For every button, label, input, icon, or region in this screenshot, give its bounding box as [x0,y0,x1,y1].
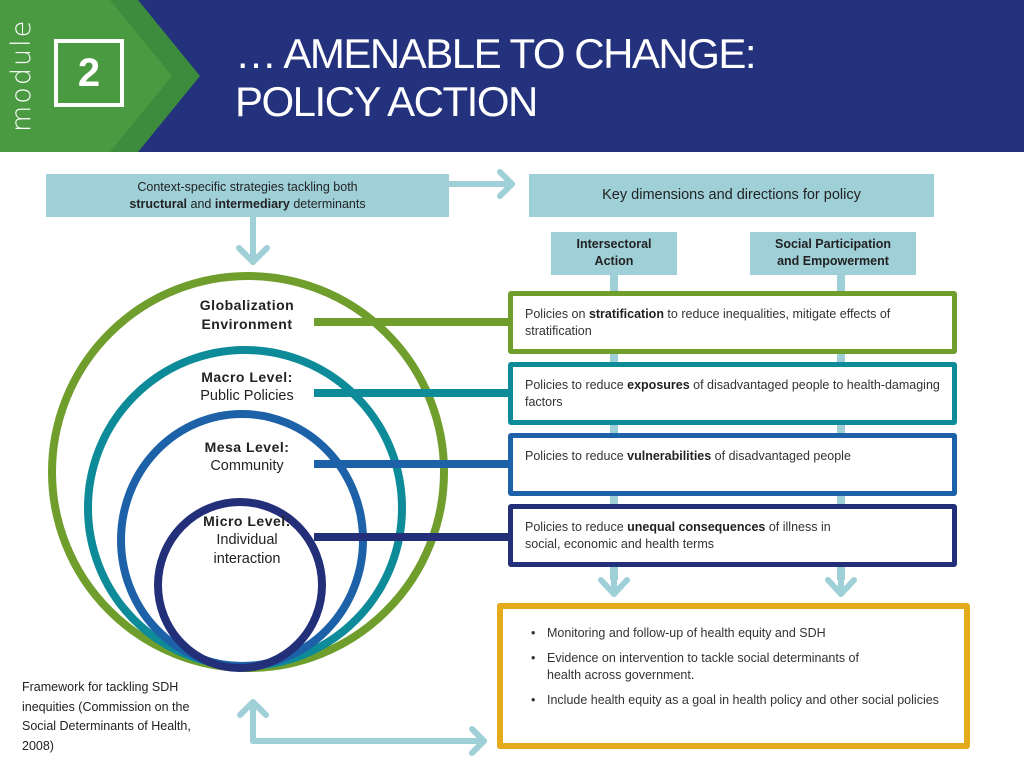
action-text: Include health equity as a goal in health policy and other social policies [547,693,939,707]
policy-keyword: stratification [588,307,664,321]
title-line-1: … AMENABLE TO CHANGE: [235,30,756,77]
social-participation-box [750,232,916,275]
level-sub: Community [210,458,284,474]
bullet-icon: • [531,651,536,665]
policy-keyword: exposures [627,378,690,392]
policy-pre: Policies to reduce [525,520,628,534]
policy-keyword: vulnerabilities [627,449,712,463]
context-line-2 [46,196,449,213]
arrow-down-icon [239,217,267,262]
level-head: Micro Level: [203,513,291,529]
context-line-1: Context-specific strategies tackling both [137,180,358,194]
policy-post: of disadvantaged people to health-damaging factors [525,378,940,409]
level-globalization [180,296,314,334]
tab2-line-1: Social Participation [774,237,891,251]
tab1-line-2: Action [594,254,634,268]
list-item [531,692,948,709]
level-macro [180,368,314,406]
level-mesa [180,438,314,476]
title-line-2: POLICY ACTION [235,78,537,125]
tab1-line-1: Intersectoral [576,237,652,251]
policy-pre: Policies on [525,307,589,321]
tab2-line-2: and Empowerment [777,254,889,268]
policy-stratification-box [508,291,957,354]
level-head: Globalization [199,297,295,313]
policy-pre: Policies to reduce [525,378,628,392]
context-determinants: determinants [289,197,366,211]
policy-keyword: unequal consequences [627,520,766,534]
actions-box [497,603,970,749]
policy-consequences-box [508,504,957,567]
action-text: Monitoring and follow-up of health equity and SDH [547,626,826,640]
bullet-icon: • [531,693,536,707]
level-sub: Individual interaction [213,532,281,567]
policy-post: to reduce inequalities, mitigate effects of stratification [525,307,891,338]
policy-pre: Policies to reduce [525,449,628,463]
level-sub: Environment [201,316,293,332]
context-bold-structural: structural [129,197,188,211]
arrow-right-icon [449,172,512,196]
list-item [531,625,948,642]
level-micro [180,512,314,569]
feedback-arrow-icon [240,702,484,753]
context-bold-intermediary: intermediary [214,197,290,211]
policy-post: of disadvantaged people [711,449,851,463]
policy-vulnerabilities-box [508,433,957,496]
level-head: Macro Level: [201,369,293,385]
figure-caption: Framework for tackling SDH inequities (Commission on the Social Determinants of Health, 2008) [22,680,191,753]
intersectoral-action-box [551,232,677,275]
action-text: Evidence on intervention to tackle social determinants of health across government. [547,651,859,682]
list-item [531,650,948,684]
actions-list [531,625,948,709]
level-head: Mesa Level: [204,439,290,455]
context-strategies-box [46,174,449,217]
context-and: and [187,197,215,211]
module-label: module [6,18,37,132]
key-dimensions-box: Key dimensions and directions for policy [529,174,934,217]
arrow-down-icon [601,567,627,594]
level-sub: Public Policies [200,388,294,404]
bullet-icon: • [531,626,536,640]
module-number: 2 [54,39,124,107]
arrow-down-icon [828,567,854,594]
policy-exposures-box [508,362,957,425]
policy-post: of illness in social, economic and health terms [525,520,831,551]
